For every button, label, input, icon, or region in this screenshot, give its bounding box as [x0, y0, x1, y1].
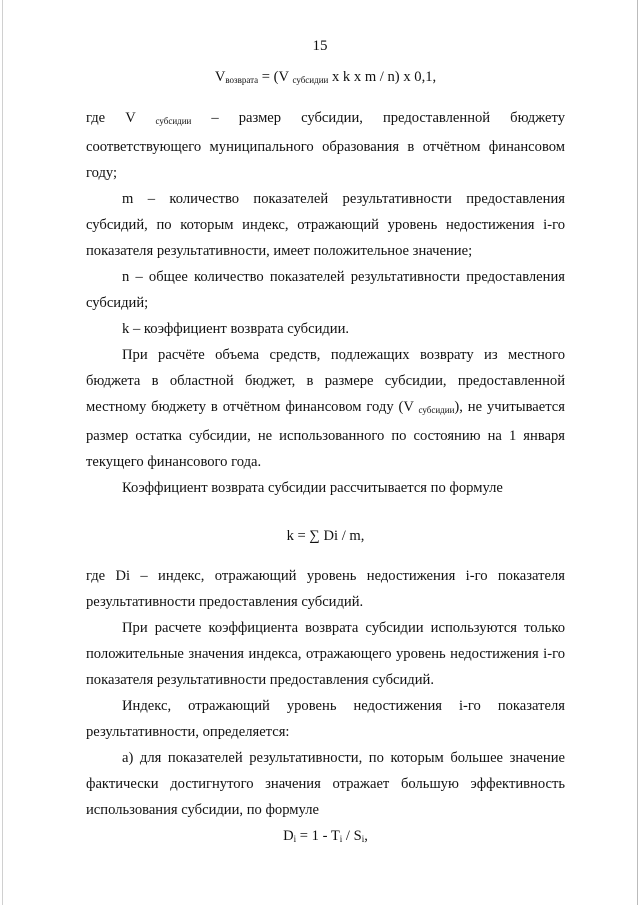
formula-di-end: , — [364, 828, 368, 844]
page-number: 15 — [312, 38, 328, 54]
definition-v-lead: где V — [86, 110, 156, 126]
formula-di-d-sub: i — [293, 834, 297, 844]
paragraph-calculation — [86, 342, 565, 475]
paragraph-calculation-text2: ), не учитывается размер остатка субсидии, не использованного по состоянию на 1 января текущего финансового года. — [86, 399, 565, 470]
definition-v-sub: субсидии — [155, 116, 192, 126]
formula-di — [86, 823, 565, 852]
definition-m: m – количество показателей результативности предоставления субсидий, по которым индекс, отражающий уровень недостижения i-го показателя результативности, имеет положительное значение; — [86, 191, 565, 259]
paragraph-index: Индекс, отражающий уровень недостижения i-го показателя результативности, определяется: — [86, 698, 565, 740]
paragraph-calculation-text1: При расчёте объема средств, подлежащих возврату из местного бюджета в областной бюджет, в размере субсидии, предоставленной местному бюджету в отчётном финансовом году (V — [86, 347, 565, 415]
formula-di-d: D — [283, 828, 294, 844]
definition-n: n – общее количество показателей результативности предоставления субсидий; — [86, 269, 565, 311]
formula-di-t-sub: i — [339, 834, 343, 844]
definition-di: где Di – индекс, отражающий уровень недостижения i-го показателя результативности предоставления субсидий. — [86, 568, 565, 610]
page-edge-right — [637, 0, 638, 905]
definition-v — [86, 105, 565, 186]
paragraph-case-a: а) для показателей результативности, по которым большее значение фактически достигнутого значения отражает большую эффективность использования субсидии, по формуле — [86, 750, 565, 818]
formula-tail: x k x m / n) x 0,1, — [328, 69, 437, 85]
definition-v-rest: – размер субсидии, предоставленной бюджету соответствующего муниципального образования в отчётном финансовом году; — [86, 110, 566, 181]
paragraph-coefficient: Коэффициент возврата субсидии рассчитывается по формуле — [122, 480, 503, 496]
paragraph-positive-values: При расчете коэффициента возврата субсидии используются только положительные значения индекса, отражающего уровень недостижения i-го показателя результативности предоставления субсидий. — [86, 620, 565, 688]
document-body — [86, 64, 565, 852]
formula-mid: = (V — [258, 69, 293, 85]
page-edge-left — [2, 0, 3, 905]
formula-k: k = ∑ Di / m, — [286, 528, 365, 544]
formula-v: V — [214, 69, 226, 85]
formula-v-return — [86, 64, 565, 93]
paragraph-calculation-sub: субсидии — [418, 405, 455, 415]
formula-di-slash: / S — [342, 828, 362, 844]
definition-k: k – коэффициент возврата субсидии. — [122, 321, 350, 337]
formula-di-s-sub: i — [361, 834, 365, 844]
formula-sub-return: возврата — [225, 75, 259, 85]
formula-di-mid: = 1 - T — [296, 828, 340, 844]
formula-sub-subsidy: субсидии — [292, 75, 329, 85]
